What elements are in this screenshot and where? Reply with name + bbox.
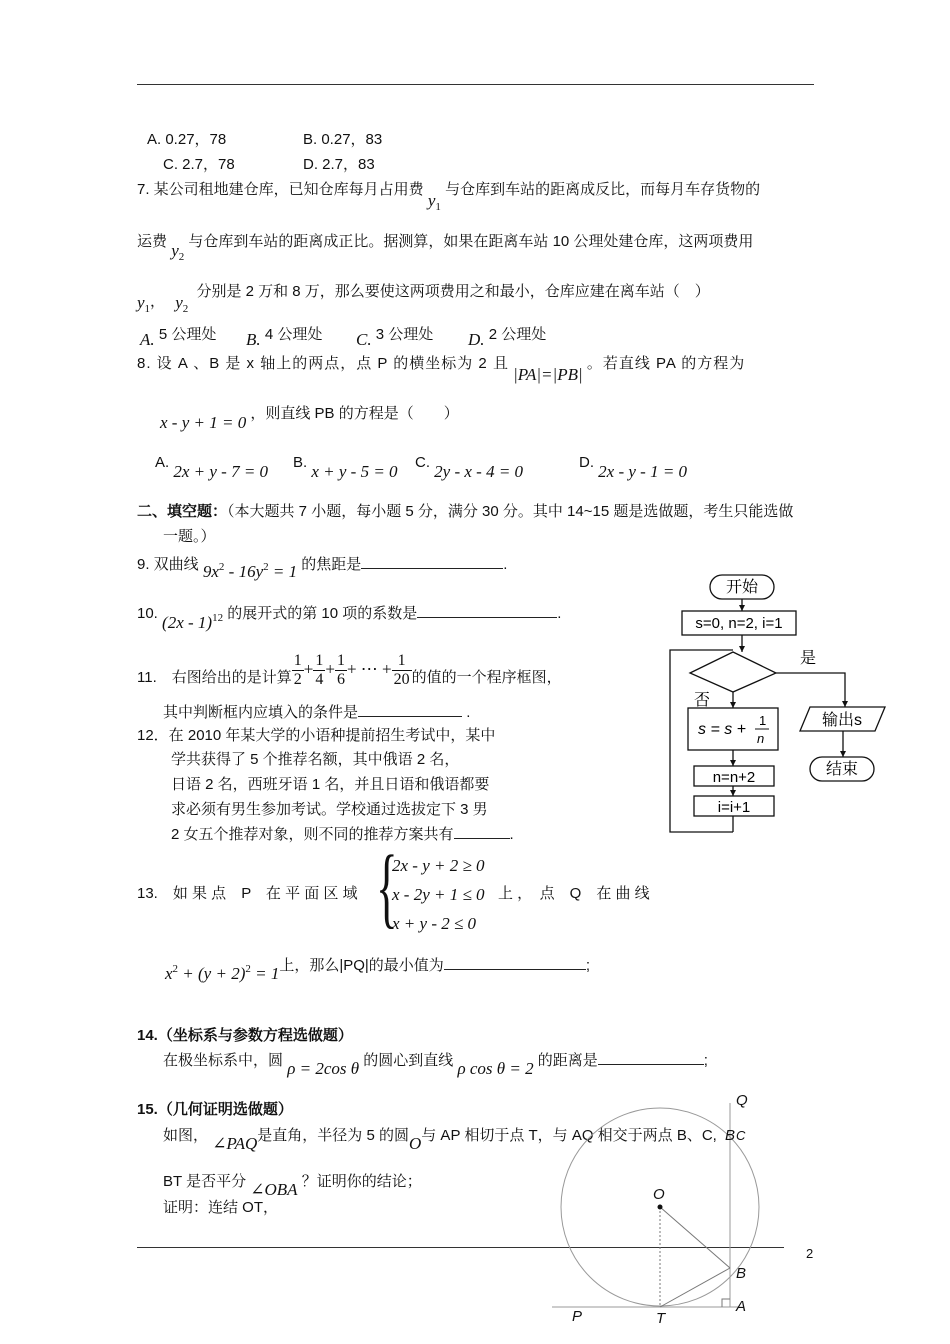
q11-pre: 11. 右图给出的是计算 — [137, 669, 292, 687]
q15-l2pre: BT 是否平分 — [163, 1173, 247, 1190]
flow-frac-den: n — [757, 731, 765, 746]
q13-end: ; — [585, 957, 590, 974]
q8-option-d — [579, 452, 688, 481]
angle-paq: ∠PAQ — [212, 1134, 258, 1153]
q9-formula: $9x^2 - 16y^2 = 1$ — [202, 561, 298, 581]
q15-l2post: ？证明你的结论； — [301, 1173, 422, 1190]
q8-option-a — [155, 452, 269, 481]
q14-circle: ρ = 2cos θ — [287, 1059, 360, 1078]
q12-answer-blank[interactable] — [454, 824, 510, 839]
q6-option-d: D. 2.7，83 — [303, 156, 375, 173]
segment-ob — [660, 1207, 730, 1268]
q9-post: 的焦距是 — [301, 556, 362, 573]
q8-b: x + y - 5 = 0 — [311, 462, 398, 481]
q11-post: 的值的一个程序框图， — [411, 669, 562, 687]
flow-i-label: i=i+1 — [717, 799, 751, 816]
q8-c: 2y - x - 4 = 0 — [434, 462, 524, 481]
angle-oba: ∠OBA — [250, 1180, 298, 1199]
q14-line — [163, 1049, 708, 1078]
q9-answer-blank[interactable] — [361, 554, 503, 569]
header-rule — [137, 84, 814, 85]
geometry-figure — [540, 1085, 800, 1340]
flow-yes-label: 是 — [800, 650, 817, 667]
q15-mid: 是直角，半径为 5 的圆 — [257, 1127, 409, 1144]
flow-output-label: 输出s — [821, 712, 863, 729]
q8-eq: |PA|=|PB| — [513, 365, 583, 384]
q14-pre: 在极坐标系中，圆 — [163, 1052, 284, 1069]
q14-title: 14.（坐标系与参数方程选做题） — [137, 1027, 353, 1044]
q6-option-b: B. 0.27，83 — [303, 131, 383, 148]
y1-symbol: $y_1$ — [427, 191, 441, 213]
q7-line3: $y_1$， $y_2$ 分别是 2 万和 8 万，那么要使这两项费用之和最小，仓库应建在离车站（ ） — [137, 283, 710, 315]
q7-b-letter: B. — [246, 330, 261, 349]
flow-decision — [690, 652, 776, 692]
q7-c-letter: C. — [356, 330, 372, 349]
section2-desc-2: 一题。） — [163, 528, 216, 545]
flow-n-label: n=n+2 — [712, 769, 756, 786]
q8-line-pa: x - y + 1 = 0 — [160, 413, 247, 432]
q7-a-letter: A. — [140, 330, 155, 349]
q13-answer-blank[interactable] — [444, 955, 586, 970]
page-number: 2 — [806, 1246, 814, 1261]
q11-line1: 11. 右图给出的是计算 $\frac{1}{2}$ + $\frac{1}{4}$ + $\frac{1}{6}$ + ⋯ + $\frac{1}{20}$ 的值的一个程序框图， — [137, 652, 562, 688]
frac-1-2: $\frac{1}{2}$ — [293, 652, 302, 688]
section2-desc: （本大题共 7 小题，每小题 5 分，满分 30 分。其中 14~15 题是选做题，考生只能选做 — [227, 503, 794, 520]
frac-1-6: $\frac{1}{6}$ — [336, 652, 345, 688]
q8-a: 2x + y - 7 = 0 — [173, 462, 269, 481]
q12-line1: 12．在 2010 年某大学的小语种提前招生考试中，某中 — [137, 727, 496, 744]
q15-pre: 如图， — [163, 1127, 209, 1144]
q7-b: 4 公理处 — [264, 326, 323, 343]
q14-answer-blank[interactable] — [598, 1050, 704, 1065]
q9 — [137, 553, 508, 581]
q10-formula: (2x - 1)$^{12}$ — [162, 612, 224, 632]
q9-end: . — [503, 556, 508, 573]
label-o: O — [653, 1186, 665, 1203]
q13-ineq-2: x - 2y + 1 ≤ 0 — [392, 885, 485, 904]
q12-line5 — [171, 823, 514, 844]
label-q: Q — [736, 1092, 748, 1109]
q7-text-3: 分别是 2 万和 8 万，那么要使这两项费用之和最小，仓库应建在离车站（ ） — [196, 283, 710, 300]
section2-heading — [137, 500, 793, 521]
q7-line2 — [137, 230, 754, 263]
circle-o: O — [408, 1134, 422, 1153]
label-c: C — [736, 1128, 746, 1143]
q8-text-1b: 。若直线 PA 的方程为 — [586, 355, 746, 372]
q8-d-label: D. — [579, 454, 594, 471]
q8-option-c — [415, 452, 524, 481]
label-t: T — [656, 1310, 666, 1327]
q6-option-a: A. 0.27，78 — [147, 131, 227, 148]
q14-line-eq: ρ cos θ = 2 — [457, 1059, 534, 1078]
section2-title: 二、填空题： — [137, 503, 228, 520]
q11-end: . — [466, 704, 471, 721]
flow-frac-num: 1 — [759, 713, 767, 728]
q10-pre: 10. — [137, 605, 158, 622]
label-p: P — [572, 1308, 583, 1325]
q12-end: . — [509, 826, 514, 843]
q8-a-label: A. — [155, 454, 170, 471]
q13-curve: $x^2 + (y + 2)^2 = 1$ — [165, 963, 280, 983]
q15-line2 — [163, 1170, 422, 1199]
q8-text-2: ，则直线 PB 的方程是（ ） — [250, 405, 459, 422]
frac-1-4: $\frac{1}{4}$ — [315, 652, 324, 688]
q8-line2 — [160, 402, 459, 432]
q10-end: . — [557, 605, 562, 622]
flow-no-label: 否 — [694, 692, 711, 709]
q14-post: 的距离是 — [537, 1052, 598, 1069]
flow-start-label: 开始 — [725, 579, 759, 596]
q8-text-1: 8. 设 A 、B 是 x 轴上的两点，点 P 的横坐标为 2 且 — [137, 355, 509, 372]
q13-ineq-3: x + y - 2 ≤ 0 — [392, 914, 477, 933]
label-a: A — [736, 1298, 747, 1315]
q8-line1 — [137, 352, 746, 384]
q11-line2 — [163, 701, 470, 722]
q10-answer-blank[interactable] — [417, 603, 557, 618]
q11-l2: 其中判断框内应填入的条件是 — [163, 704, 359, 721]
q9-pre: 9. 双曲线 — [137, 556, 199, 573]
q7-option-d — [468, 323, 547, 349]
flowchart — [660, 565, 900, 840]
q7-text-1b: 与仓库到车站的距离成反比，而每月车存货物的 — [445, 181, 761, 198]
q13-mid: 上 ， 点 Q 在 曲 线 — [498, 885, 650, 902]
frac-1-20: $\frac{1}{20}$ — [393, 652, 410, 688]
y1-symbol-2: $y_1$ — [137, 293, 151, 315]
q7-d: 2 公理处 — [488, 326, 547, 343]
q7-options — [140, 323, 217, 349]
flow-update-s-label: s = s + — [698, 721, 747, 738]
q10 — [137, 602, 562, 632]
label-b: B — [736, 1265, 747, 1282]
q7-option-b — [246, 323, 323, 349]
q8-b-label: B. — [293, 454, 308, 471]
q8-option-b — [293, 452, 398, 481]
q7-line1 — [137, 178, 761, 213]
q13-ineq-1: 2x - y + 2 ≥ 0 — [392, 856, 485, 875]
y2-symbol-2: $y_2$ — [175, 293, 189, 315]
segment-bt — [660, 1268, 730, 1307]
flow-init-label: s=0, n=2, i=1 — [695, 615, 783, 632]
q14-end: ; — [703, 1052, 708, 1069]
q13-line2 — [165, 954, 590, 983]
y2-symbol: $y_2$ — [171, 241, 185, 263]
q8-c-label: C. — [415, 454, 430, 471]
q12-line2: 学共获得了 5 个推荐名额，其中俄语 2 名， — [171, 751, 460, 768]
center-o-dot — [658, 1205, 663, 1210]
q7-option-c — [356, 323, 434, 349]
q8-d: 2x - y - 1 = 0 — [598, 462, 688, 481]
q15-line3: 证明：连结 OT， — [163, 1199, 278, 1216]
label-b-top: B — [725, 1127, 736, 1144]
q7-c: 3 公理处 — [375, 326, 434, 343]
q12-l5: 2 女五个推荐对象，则不同的推荐方案共有 — [171, 826, 454, 843]
q7-text-2a: 运费 — [137, 233, 168, 250]
q11-answer-blank[interactable] — [358, 702, 462, 717]
q7-d-letter: D. — [468, 330, 485, 349]
q7-text-2b: 与仓库到车站的距离成正比。据测算，如果在距离车站 10 公理处建仓库，这两项费用 — [188, 233, 754, 250]
q12-line4: 求必须有男生参加考试。学校通过选拔定下 3 男 — [171, 801, 488, 818]
q7-text-1: 7. 某公司租地建仓库，已知仓库每月占用费 — [137, 181, 424, 198]
q10-post: 的展开式的第 10 项的系数是 — [227, 605, 418, 622]
q7-a: 5 公理处 — [158, 326, 217, 343]
flow-end-label: 结束 — [825, 761, 859, 778]
q6-option-c: C. 2.7，78 — [163, 156, 235, 173]
q12-line3: 日语 2 名，西班牙语 1 名，并且日语和俄语都要 — [171, 776, 490, 793]
q13-pre: 13. 如 果 点 P 在 平 面 区 域 — [137, 885, 358, 902]
q14-mid: 的圆心到直线 — [363, 1052, 454, 1069]
q13-brace: { — [376, 838, 398, 937]
q15-post: 与 AP 相切于点 T，与 AQ 相交于两点 B、C, — [421, 1127, 717, 1144]
q15-title: 15.（几何证明选做题） — [137, 1101, 293, 1118]
q13-post: 上，那么|PQ|的最小值为 — [279, 957, 444, 974]
right-angle-mark — [722, 1299, 730, 1307]
